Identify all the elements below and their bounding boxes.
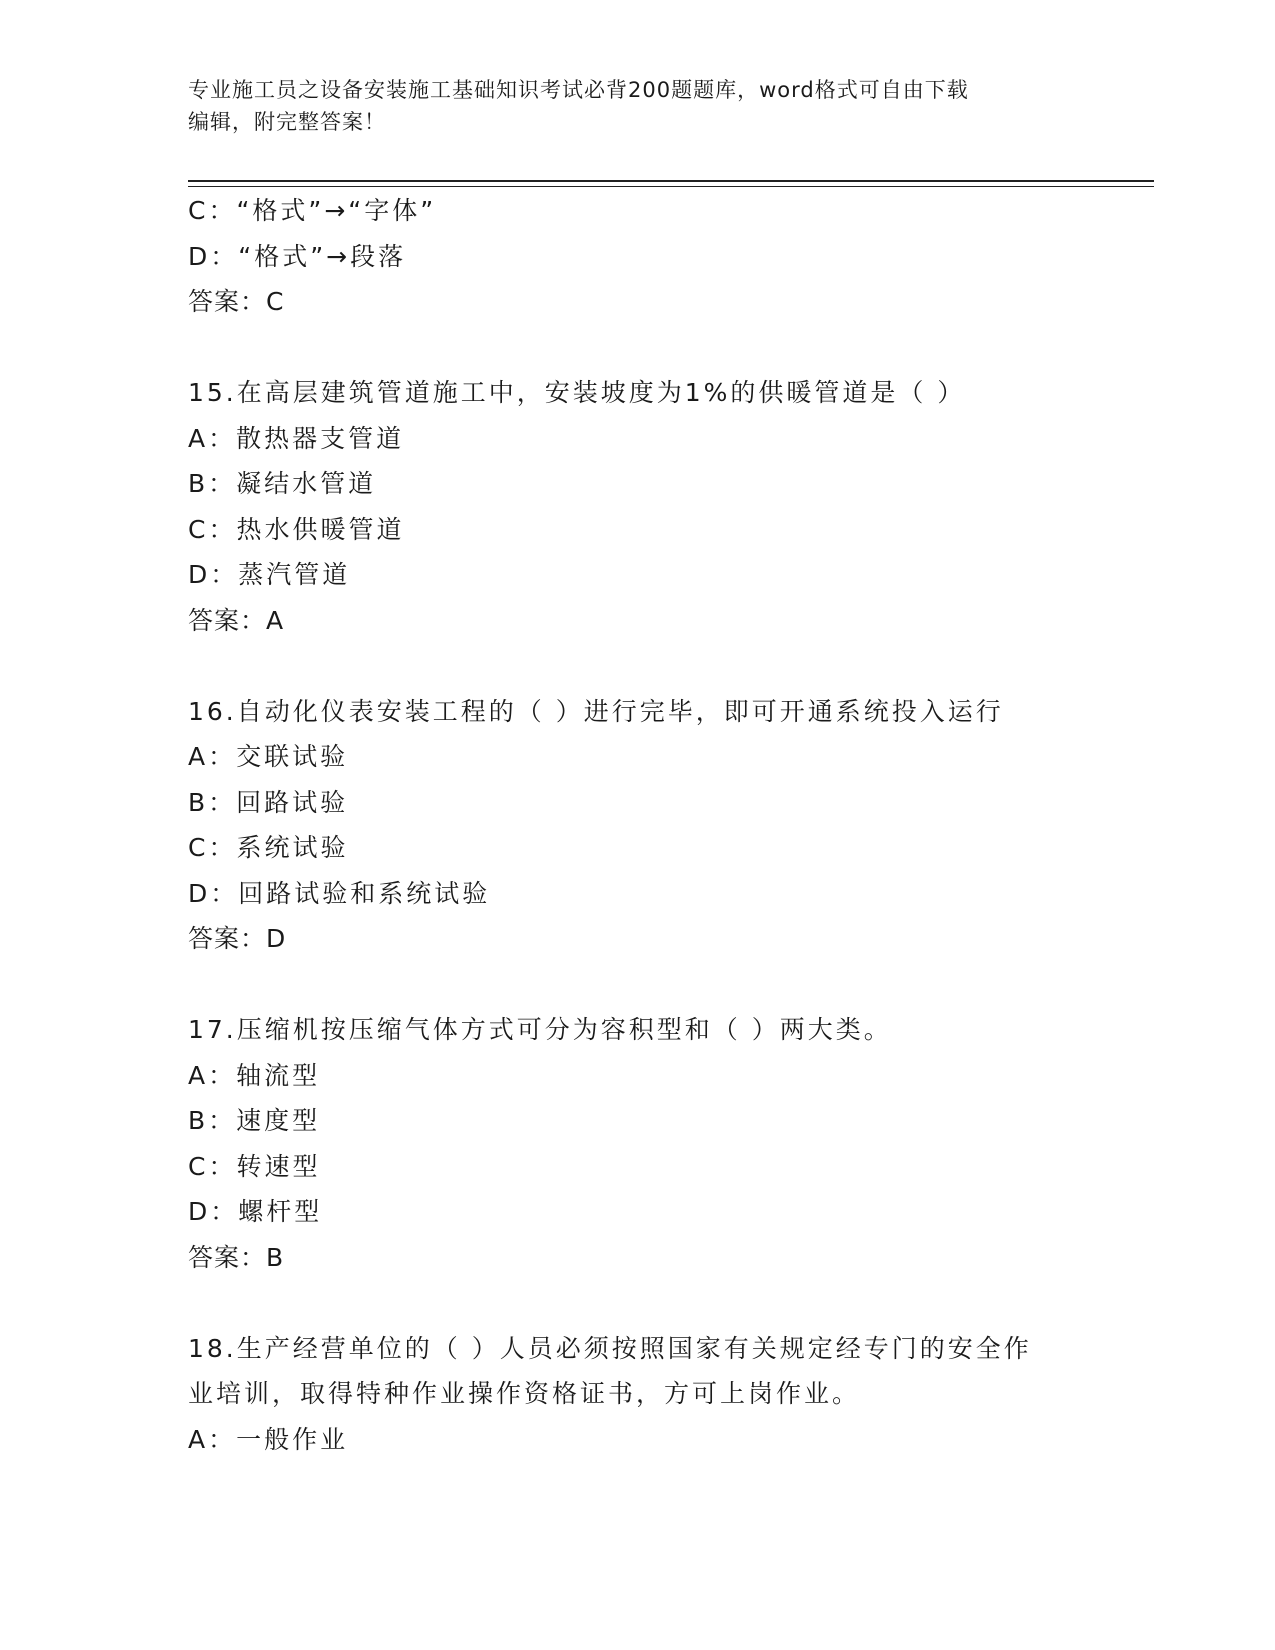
question-spacer xyxy=(188,325,1088,371)
question-stem-line-2: 业培训，取得特种作业操作资格证书，方可上岗作业。 xyxy=(188,1379,861,1408)
question-stem: 16.自动化仪表安装工程的（ ）进行完毕，即可开通系统投入运行 xyxy=(188,696,1004,726)
question-16 xyxy=(188,689,1088,962)
header-line-2: 编辑，附完整答案！ xyxy=(188,110,386,134)
question-spacer xyxy=(188,1280,1088,1326)
option-c: C：热水供暖管道 xyxy=(188,514,405,544)
header-divider-thick xyxy=(188,180,1154,182)
option-b: B：回路试验 xyxy=(188,787,349,817)
question-list xyxy=(188,188,1088,1462)
question-stem-line-1: 18.生产经营单位的（ ）人员必须按照国家有关规定经专门的安全作 xyxy=(188,1333,1032,1363)
option-a: A：轴流型 xyxy=(188,1060,321,1090)
option-c: C：“格式”→“字体” xyxy=(188,196,437,225)
option-d: D：回路试验和系统试验 xyxy=(188,878,491,908)
question-18 xyxy=(188,1326,1088,1463)
option-d: D：蒸汽管道 xyxy=(188,560,351,589)
option-d: D：螺杆型 xyxy=(188,1197,323,1226)
answer: 答案：A xyxy=(188,605,285,635)
option-a: A：散热器支管道 xyxy=(188,423,405,453)
option-c: C：系统试验 xyxy=(188,833,349,862)
option-b: B：速度型 xyxy=(188,1106,321,1135)
document-header xyxy=(188,74,1088,138)
question-spacer xyxy=(188,643,1088,689)
option-d: D：“格式”→段落 xyxy=(188,241,407,271)
answer: 答案：D xyxy=(188,924,287,953)
question-17 xyxy=(188,1007,1088,1280)
previous-question-tail xyxy=(188,188,1088,325)
option-c: C：转速型 xyxy=(188,1151,321,1181)
question-stem: 15.在高层建筑管道施工中，安装坡度为1%的供暖管道是（ ） xyxy=(188,378,966,407)
option-b: B：凝结水管道 xyxy=(188,469,377,498)
option-a: A：一般作业 xyxy=(188,1424,349,1454)
question-spacer xyxy=(188,962,1088,1008)
question-stem: 17.压缩机按压缩气体方式可分为容积型和（ ）两大类。 xyxy=(188,1015,892,1044)
answer: 答案：B xyxy=(188,1242,285,1272)
header-divider-thin xyxy=(188,186,1154,187)
header-line-1: 专业施工员之设备安装施工基础知识考试必背200题题库，word格式可自由下载 xyxy=(188,78,969,102)
question-15 xyxy=(188,370,1088,643)
answer: 答案：C xyxy=(188,287,285,316)
option-a: A：交联试验 xyxy=(188,742,349,771)
